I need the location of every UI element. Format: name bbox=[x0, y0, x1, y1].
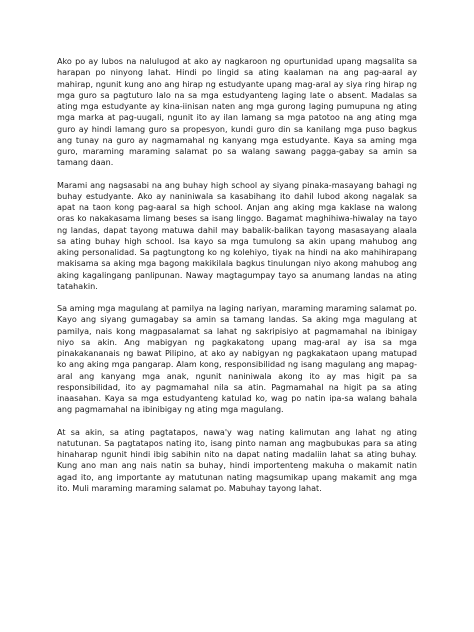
paragraph-1: Ako po ay lubos na nalulugod at ako ay nagkaroon ng opurtunidad upang magsalita sa harapan po ninyong lahat. Hindi po lingid sa ating kaalaman na ang pag-aaral ay mahirap, ngunit kung ano ang hirap ng estudyante upang mag-aral ay siya ring hirap ng mga guro sa pagtuturo lalo na sa mga estudyanteng laging late o absent. Madalas sa ating mga estudyante ay kina-iinisan naten ang mga gurong laging pumupuna ng ating mga marka at pag-uugali, ngunit ito ay ilan lamang sa mga patotoo na ang ating mga guro ay hindi lamang guro sa propesyon, kundi guro din sa kanilang mga puso bagkus ang tunay na guro ay nagmamahal ng kanyang mga estudyante. Kaya sa aming mga guro, maraming maraming salamat po sa walang sawang pagga-gabay sa amin sa tamang daan. bbox=[57, 57, 417, 168]
paragraph-2: Marami ang nagsasabi na ang buhay high school ay siyang pinaka-masayang bahagi ng buhay estudyante. Ako ay naniniwala sa kasabihang ito dahil lubod akong nagalak sa apat na taon kong pag-aaral sa high school. Anjan ang aking mga kaklase na walong oras ko nakakasama limang beses sa isang linggo. Bagamat maghihiwa-hiwalay na tayo ng landas, dapat tayong matuwa dahil may babalik-balikan tayong masasayang alaala sa ating buhay high school. Isa kayo sa mga tumulong sa akin upang mahubog ang aking personalidad. Sa pagtungtong ko ng kolehiyo, tiyak na hindi na ako mahihirapang makisama sa aking mga bagong makikilala bagkus tinulungan niyo akong mahubog ang aking kagalingang panlipunan. Naway magtagumpay tayo sa anumang landas na ating tatahakin. bbox=[57, 180, 417, 291]
document-body bbox=[57, 56, 417, 505]
paragraph-4: At sa akin, sa ating pagtatapos, nawa'y wag nating kalimutan ang lahat ng ating natutunan. Sa pagtatapos nating ito, isang pinto naman ang magbubukas para sa ating hinaharap ngunit hindi ibig sabihin nito na dapat nating madaliin lahat sa ating buhay. Kung ano man ang nais natin sa buhay, hindi importenteng makuha o makamit natin agad ito, ang importante ay matutunan nating magsumikap upang makamit ang mga ito. Muli maraming maraming salamat po. Mabuhay tayong lahat. bbox=[57, 427, 417, 493]
paragraph-3: Sa aming mga magulang at pamilya na laging nariyan, maraming maraming salamat po. Kayo ang siyang gumagabay sa amin sa tamang landas. Sa aking mga magulang at pamilya, nais kong magpasalamat sa lahat ng sakripisiyo at pagmamahal na ibinigay niyo sa akin. Ang mabigyan ng pagkakatong upang mag-aral ay isa sa mga pinakakananais ng bawat Pilipino, at ako ay nabigyan ng pagkakataon upang matupad ko ang aking mga pangarap. Alam kong, responsibilidad ng isang magulang ang mapag-aral ang kanyang mga anak, ngunit naniniwala akong ito ay mas higit pa sa responsibilidad, ito ay pagmamahal nila sa atin. Pagmamahal na higit pa sa ating inaasahan. Kaya sa mga estudyanteng katulad ko, wag po natin ipa-sa walang bahala ang pagmamahal na ibinibigay ng ating mga magulang. bbox=[57, 304, 417, 415]
